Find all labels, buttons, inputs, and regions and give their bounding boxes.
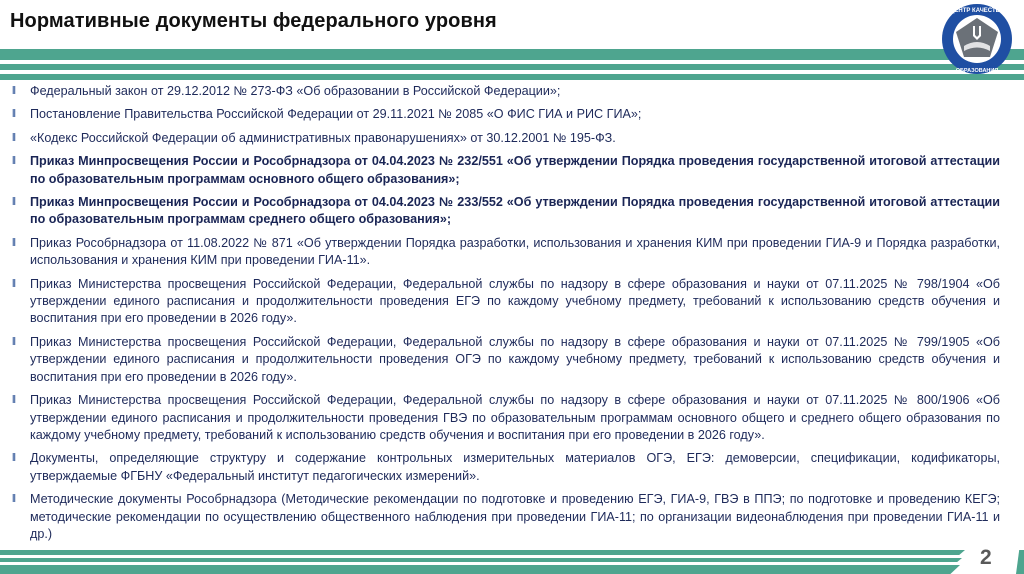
svg-text:ОБРАЗОВАНИЯ: ОБРАЗОВАНИЯ [955,68,999,74]
footer-stripe [1016,550,1024,574]
list-item [12,276,1000,328]
list-item-text: Методические документы Рособрнадзора (Методические рекомендации по подготовке и проведению ЕГЭ, ГИА-9, ГВЭ в ППЭ; по подготовке и проведению КЕГЭ; методические рекомендации по осуществлению общественного наблюдения при проведении ГИА-11; по организации видеонаблюдения при проведении ГИА-11 и др.) [30,492,1000,541]
bullet-icon: ll [12,394,15,407]
pentagon-book-logo-icon [932,2,1022,76]
list-item [12,235,1000,270]
list-item-text: Приказ Министерства просвещения Российской Федерации, Федеральной службы по надзору в сфере образования и науки от 07.11.2025 № 799/1905 «Об утверждении единого расписания и продолжительности проведения ОГЭ по каждому учебному предмету, требований к использованию средств обучения и воспитания при его проведении в 2026 году». [30,334,1000,384]
list-item-text: Приказ Минпросвещения России и Рособрнадзора от 04.04.2023 № 233/552 «Об утверждении Порядка проведения государственной итоговой аттестации по образовательным программам среднего общего образования»; [30,195,1000,227]
document-list [12,83,1000,549]
page-title: Нормативные документы федерального уровня [10,10,497,32]
bullet-icon: ll [12,131,15,144]
list-item [12,392,1000,444]
list-item-text: Приказ Министерства просвещения Российской Федерации, Федеральной службы по надзору в сфере образования и науки от 07.11.2025 № 800/1906 «Об утверждении единого расписания и продолжительности проведения ГВЭ по образовательным программам основного общего и среднего общего образования по каждому учебному предмету, требований к использованию средств обучения и воспитания при его проведении в 2026 году». [30,393,1000,442]
header-stripe [0,64,1024,70]
footer-stripe [0,558,962,562]
list-item [12,153,1000,188]
list-item-text: Постановление Правительства Российской Федерации от 29.11.2021 № 2085 «О ФИС ГИА и РИС ГИА»; [30,107,642,122]
list-item [12,450,1000,485]
header-stripe [0,74,1024,80]
list-item-text: Приказ Минпросвещения России и Рособрнадзора от 04.04.2023 № 232/551 «Об утверждении Порядка проведения государственной итоговой аттестации по образовательным программам основного общего образования»; [30,154,1000,186]
bullet-icon: ll [12,277,15,290]
svg-text:ЦЕНТР КАЧЕСТВА: ЦЕНТР КАЧЕСТВА [949,8,1005,14]
bullet-icon: ll [12,196,15,209]
bullet-icon: ll [12,493,15,506]
list-item [12,83,1000,100]
bullet-icon: ll [12,85,15,97]
list-item [12,130,1000,147]
list-item-text: Приказ Рособрнадзора от 11.08.2022 № 871 «Об утверждении Порядка разработки, использования и хранения КИМ при проведении ГИА-9 и Порядка разработки, использования и хранения КИМ при проведении ГИА-11». [30,235,1000,268]
header-stripe [0,49,1024,60]
list-item [12,491,1000,543]
organization-logo [932,2,1022,76]
list-item-text: Приказ Министерства просвещения Российской Федерации, Федеральной службы по надзору в сфере образования и науки от 07.11.2025 № 798/1904 «Об утверждении единого расписания и продолжительности проведения ЕГЭ по каждому учебному предмету, требований к использованию средств обучения и воспитания при его проведении в 2026 году». [30,276,1000,326]
footer-stripe [0,550,965,555]
page-number: 2 [980,546,992,569]
bullet-icon: ll [12,236,15,249]
bullet-icon: ll [12,452,15,465]
list-item [12,194,1000,229]
footer-stripe [0,565,960,574]
bullet-icon: ll [12,155,15,168]
list-item-text: Документы, определяющие структуру и содержание контрольных измерительных материалов ОГЭ, ЕГЭ: демоверсии, спецификации, кодификаторы, утверждаемые ФГБНУ «Федеральный институт педагогических измерений». [30,451,1000,483]
bullet-icon: ll [12,108,15,121]
list-item-text: «Кодекс Российской Федерации об административных правонарушениях» от 30.12.2001 № 195-ФЗ. [30,130,616,145]
list-item-text: Федеральный закон от 29.12.2012 № 273-ФЗ «Об образовании в Российской Федерации»; [30,84,561,98]
bullet-icon: ll [12,335,15,348]
list-item [12,106,1000,123]
list-item [12,334,1000,386]
